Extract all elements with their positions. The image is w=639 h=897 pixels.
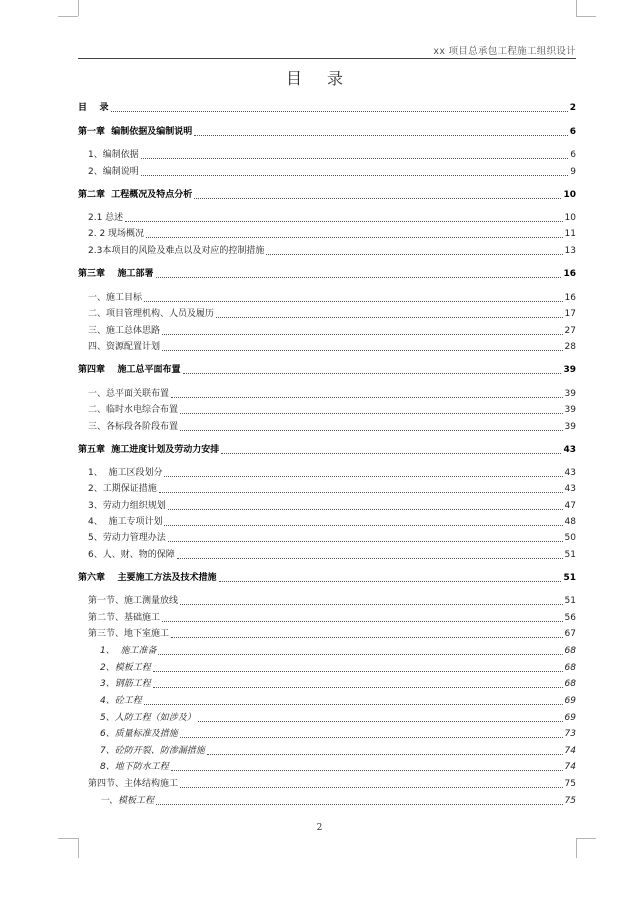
toc-entry-page: 16 (564, 293, 576, 303)
toc-section-entry[interactable] (78, 147, 576, 161)
toc-entry-page: 11 (564, 229, 576, 239)
toc-chapter-entry[interactable] (78, 362, 576, 376)
toc-entry-page: 6 (570, 150, 576, 160)
toc-entry-page: 68 (564, 679, 576, 689)
toc-entry-page: 39 (564, 389, 576, 399)
dot-leader (156, 804, 563, 805)
toc-section-entry[interactable] (78, 593, 576, 607)
toc-section-entry[interactable] (78, 610, 576, 624)
toc-entry-page: 43 (564, 468, 576, 478)
dot-leader (266, 254, 562, 255)
dot-leader (194, 135, 567, 136)
dot-leader (146, 237, 563, 238)
crop-mark (78, 0, 79, 16)
crop-mark (576, 16, 596, 17)
toc-entry-title: 二、临时水电综合布置 (88, 405, 179, 415)
toc-entry-page: 39 (563, 365, 576, 375)
toc-chapter-entry[interactable] (78, 570, 576, 584)
dot-leader (168, 541, 563, 542)
toc-title: 目 录 (285, 69, 354, 88)
toc-entry-page: 74 (564, 746, 576, 756)
toc-entry-page: 74 (564, 762, 576, 772)
toc-entry-page: 43 (564, 484, 576, 494)
toc-entry-title: 三、各标段各阶段布置 (88, 422, 179, 432)
dot-leader (180, 413, 563, 414)
page-number: 2 (316, 823, 323, 833)
crop-mark (576, 838, 596, 839)
toc-section-entry[interactable] (78, 793, 576, 807)
toc-entry-page: 17 (564, 309, 576, 319)
toc-entry-page: 51 (563, 573, 576, 583)
toc-section-entry[interactable] (78, 323, 576, 337)
toc-chapter-entry[interactable] (78, 124, 576, 138)
toc-entry-title: 四、资源配置计划 (88, 342, 161, 352)
toc-entry-title: 8、地下防水工程 (100, 762, 169, 772)
dot-leader (198, 721, 563, 722)
dot-leader (216, 317, 563, 318)
toc-chapter-entry[interactable] (78, 442, 576, 456)
toc-entry-page: 2 (569, 103, 576, 113)
dot-leader (180, 737, 563, 738)
toc-entry-title: 5、劳动力管理办法 (88, 533, 166, 543)
toc-section-entry[interactable] (78, 226, 576, 240)
page-header: xx 项目总承包工程施工组织设计 (433, 46, 576, 57)
dot-leader (162, 350, 563, 351)
toc-entry-page: 51 (564, 550, 576, 560)
toc-chapter-entry[interactable] (78, 266, 576, 280)
toc-entry-title: 第五章 施工进度计划及劳动力安排 (78, 445, 220, 455)
dot-leader (221, 453, 561, 454)
dot-leader (168, 509, 563, 510)
dot-leader (171, 637, 563, 638)
toc-entry-page: 39 (564, 405, 576, 415)
toc-entry-title: 第二章 工程概况及特点分析 (78, 190, 193, 200)
toc-entry-title: 一、总平面关联布置 (88, 389, 170, 399)
toc-section-entry[interactable] (78, 776, 576, 790)
dot-leader (180, 430, 563, 431)
dot-leader (111, 111, 568, 112)
toc-section-entry[interactable] (78, 164, 576, 178)
toc-entry-title: 三、施工总体思路 (88, 326, 161, 336)
toc-entry-title: 5、人防工程（如涉及） (100, 713, 196, 723)
dot-leader (162, 621, 563, 622)
toc-section-entry[interactable] (78, 339, 576, 353)
toc-section-entry[interactable] (78, 306, 576, 320)
toc-entry-title: 3、钢筋工程 (100, 679, 151, 689)
dot-leader (141, 175, 569, 176)
toc-entry-title: 2、编制说明 (88, 167, 139, 177)
toc-entry-page: 6 (569, 127, 576, 137)
toc-section-entry[interactable] (78, 530, 576, 544)
dot-leader (194, 198, 561, 199)
toc-chapter-entry[interactable] (78, 100, 576, 114)
toc-entry-title: 2. 2 现场概况 (88, 229, 145, 239)
toc-entry-page: 51 (564, 596, 576, 606)
dot-leader (183, 373, 562, 374)
toc-section-entry[interactable] (78, 660, 576, 674)
toc-section-entry[interactable] (78, 676, 576, 690)
toc-entry-title: 1、编制依据 (88, 150, 139, 160)
toc-section-entry[interactable] (78, 726, 576, 740)
dot-leader (125, 221, 562, 222)
toc-entry-page: 43 (563, 445, 576, 455)
crop-mark (58, 838, 78, 839)
toc-entry-title: 一、施工目标 (88, 293, 143, 303)
toc-entry-title: 目 录 (78, 103, 109, 113)
toc-entry-page: 47 (564, 501, 576, 511)
toc-entry-page: 10 (563, 190, 576, 200)
toc-entry-title: 6、质量标准及措施 (100, 729, 178, 739)
toc-entry-title: 第三章 施工部署 (78, 269, 154, 279)
dot-leader (156, 277, 562, 278)
toc-entry-title: 2、工期保证措施 (88, 484, 157, 494)
toc-section-entry[interactable] (78, 498, 576, 512)
toc-entry-title: 1、 施工准备 (100, 646, 157, 656)
toc-entry-page: 75 (564, 779, 576, 789)
toc-entry-page: 75 (564, 796, 576, 806)
crop-mark (576, 0, 577, 16)
dot-leader (171, 770, 563, 771)
toc-section-entry[interactable] (78, 243, 576, 257)
toc-entry-page: 69 (564, 713, 576, 723)
crop-mark (58, 16, 78, 17)
toc-entry-title: 一、模板工程 (100, 796, 155, 806)
dot-leader (153, 671, 563, 672)
toc-entry-title: 2、模板工程 (100, 663, 151, 673)
toc-entry-title: 第一章 编制依据及编制说明 (78, 127, 193, 137)
toc-section-entry[interactable] (78, 626, 576, 640)
dot-leader (177, 558, 563, 559)
toc-section-entry[interactable] (78, 402, 576, 416)
toc-section-entry[interactable] (78, 386, 576, 400)
toc-entry-title: 2.3本项目的风险及难点以及对应的控制措施 (88, 246, 265, 256)
toc-entry-page: 69 (564, 696, 576, 706)
toc-entry-page: 39 (564, 422, 576, 432)
toc-entry-title: 6、人、财、物的保障 (88, 550, 175, 560)
toc-entry-title: 第四章 施工总平面布置 (78, 365, 181, 375)
dot-leader (171, 397, 563, 398)
toc-entry-title: 第三节、地下室施工 (88, 629, 170, 639)
toc-entry-page: 10 (564, 213, 576, 223)
toc-section-entry[interactable] (78, 514, 576, 528)
dot-leader (207, 754, 563, 755)
toc-section-entry[interactable] (78, 693, 576, 707)
toc-section-entry[interactable] (78, 210, 576, 224)
dot-leader (164, 525, 562, 526)
crop-mark (78, 838, 79, 858)
toc-entry-page: 67 (564, 629, 576, 639)
dot-leader (180, 787, 563, 788)
toc-entry-page: 28 (564, 342, 576, 352)
toc-entry-title: 第四节、主体结构施工 (88, 779, 179, 789)
toc-entry-page: 56 (564, 613, 576, 623)
toc-entry-title: 2.1 总述 (88, 213, 124, 223)
toc-entry-title: 第二节、基础施工 (88, 613, 161, 623)
toc-section-entry[interactable] (78, 290, 576, 304)
toc-entry-title: 7、砼防开裂、防渗漏措施 (100, 746, 205, 756)
toc-entry-title: 第一节、施工测量放线 (88, 596, 179, 606)
dot-leader (180, 604, 563, 605)
toc-section-entry[interactable] (78, 710, 576, 724)
toc-entry-title: 第六章 主要施工方法及技术措施 (78, 573, 217, 583)
toc-entry-page: 13 (564, 246, 576, 256)
toc-entry-title: 二、项目管理机构、人员及履历 (88, 309, 215, 319)
dot-leader (141, 158, 569, 159)
toc-section-entry[interactable] (78, 465, 576, 479)
dot-leader (144, 704, 563, 705)
toc-entry-page: 9 (570, 167, 576, 177)
toc-entry-page: 48 (564, 517, 576, 527)
toc-entry-page: 50 (564, 533, 576, 543)
toc-entry-title: 1、 施工区段划分 (88, 468, 163, 478)
dot-leader (158, 654, 562, 655)
dot-leader (219, 581, 562, 582)
toc-entry-page: 68 (564, 663, 576, 673)
toc-entry-page: 16 (563, 269, 576, 279)
toc-entry-title: 3、劳动力组织规划 (88, 501, 166, 511)
toc-section-entry[interactable] (78, 547, 576, 561)
toc-section-entry[interactable] (78, 743, 576, 757)
dot-leader (159, 492, 563, 493)
toc-section-entry[interactable] (78, 419, 576, 433)
toc-entry-page: 73 (564, 729, 576, 739)
dot-leader (144, 301, 563, 302)
dot-leader (153, 687, 563, 688)
toc-entry-title: 4、砼工程 (100, 696, 142, 706)
header-rule (78, 58, 576, 59)
toc-chapter-entry[interactable] (78, 187, 576, 201)
toc-section-entry[interactable] (78, 759, 576, 773)
crop-mark (576, 838, 577, 858)
dot-leader (164, 476, 562, 477)
dot-leader (162, 334, 563, 335)
toc-section-entry[interactable] (78, 481, 576, 495)
toc-entry-page: 68 (564, 646, 576, 656)
toc-entry-page: 27 (564, 326, 576, 336)
toc-entry-title: 4、 施工专项计划 (88, 517, 163, 527)
toc-section-entry[interactable] (78, 643, 576, 657)
